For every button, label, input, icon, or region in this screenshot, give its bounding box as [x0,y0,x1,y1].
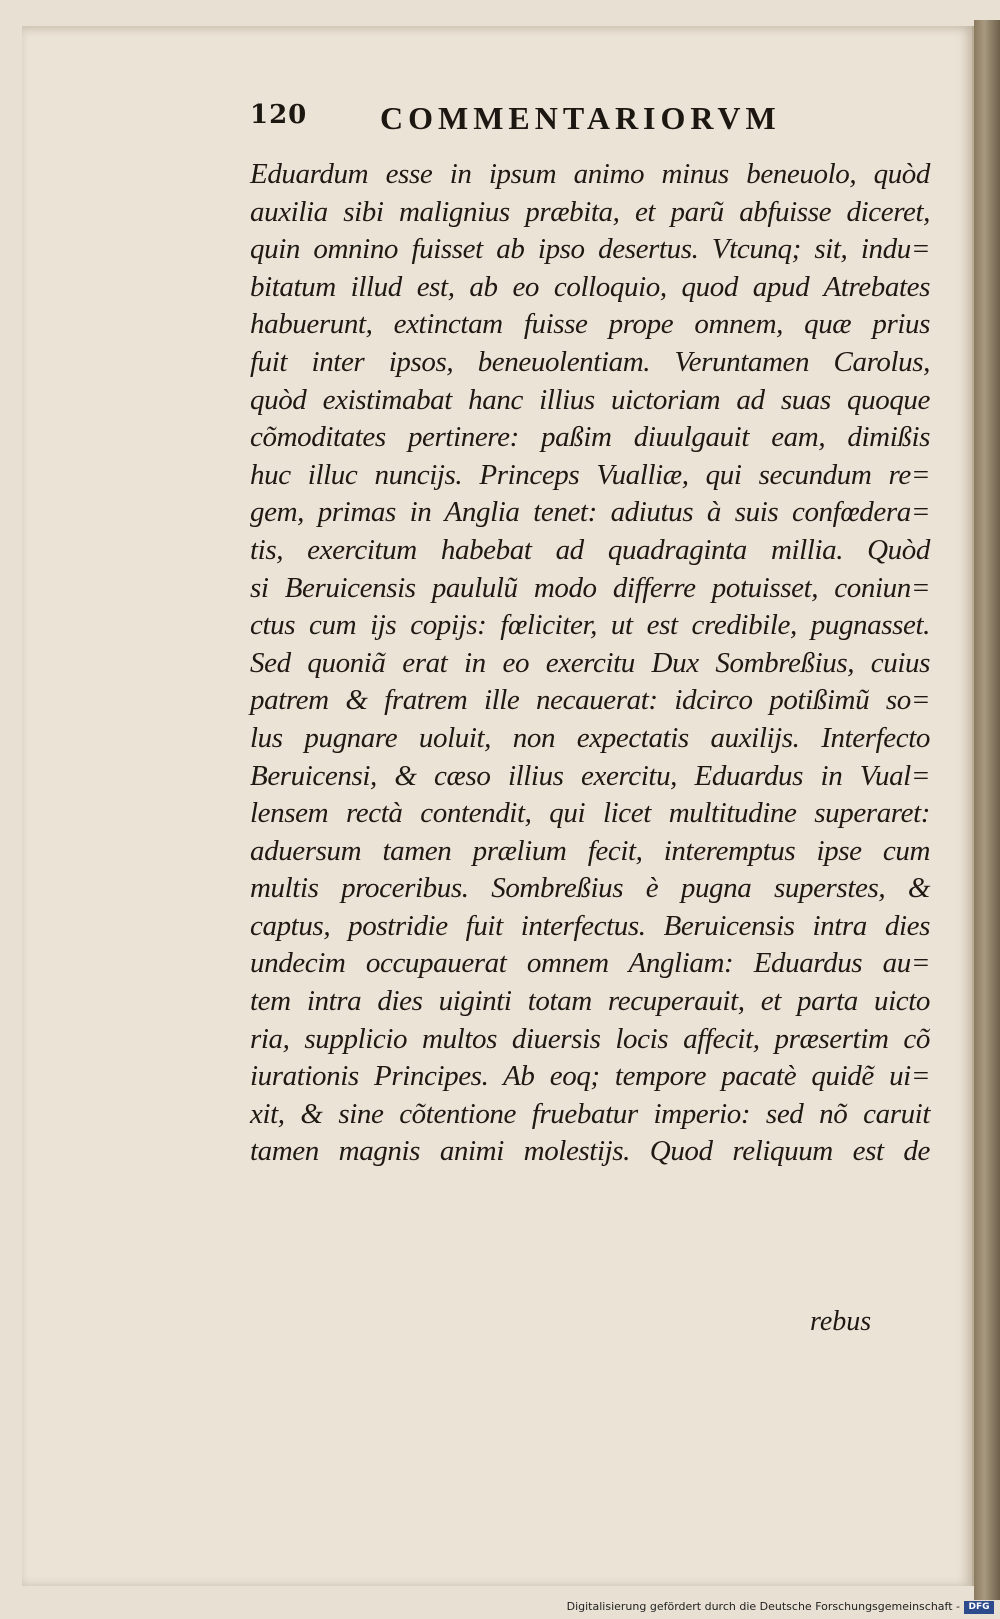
text-line: lensem rectà contendit, qui licet multitudine superaret: [250,797,930,830]
text-line: tamen magnis animi molestijs. Quod reliquum est de [250,1135,930,1168]
digitization-credit: Digitalisierung gefördert durch die Deutsche Forschungsgemeinschaft - [566,1600,960,1613]
text-line: aduersum tamen prælium fecit, interemptus ipse cum [250,834,930,867]
text-line: huc illuc nuncijs. Princeps Vualliæ, qui secundum re= [250,458,930,491]
text-line: si Beruicensis paululũ modo differre potuisset, coniun= [250,571,930,604]
text-line: undecim occupauerat omnem Angliam: Eduardus au= [250,947,930,980]
text-line: xit, & sine cõtentione fruebatur imperio: sed nõ caruit [250,1097,930,1130]
text-line: gem, primas in Anglia tenet: adiutus à suis confœdera= [250,496,930,529]
text-line: iurationis Principes. Ab eoq; tempore pacatè quidẽ ui= [250,1060,930,1093]
page-header [250,100,930,150]
text-line: lus pugnare uoluit, non expectatis auxilijs. Interfecto [250,721,930,754]
text-line: multis proceribus. Sombreßius è pugna superstes, & [250,872,930,905]
text-line: Eduardum esse in ipsum animo minus beneuolo, quòd [250,158,930,190]
book-edge [974,20,1000,1600]
body-text [250,156,930,1171]
text-line: captus, postridie fuit interfectus. Beruicensis intra dies [250,909,930,942]
running-title: COMMENTARIORVM [380,100,781,136]
text-line: ria, supplicio multos diuersis locis affecit, præsertim cõ [250,1022,930,1055]
text-line: bitatum illud est, ab eo colloquio, quod apud Atrebates [250,270,930,303]
text-line: patrem & fratrem ille necauerat: idcirco potißimũ so= [250,684,930,717]
folio-number: 120 [250,100,308,130]
catchword: rebus [810,1306,872,1337]
text-line: quòd existimabat hanc illius uictoriam ad suas quoque [250,383,930,416]
text-line: Beruicensi, & cæso illius exercitu, Eduardus in Vual= [250,759,930,792]
text-line: fuit inter ipsos, beneuolentiam. Veruntamen Carolus, [250,345,930,378]
text-line: ctus cum ijs copijs: fœliciter, ut est credibile, pugnasset. [250,609,930,642]
text-line: habuerunt, extinctam fuisse prope omnem, quæ prius [250,308,930,341]
text-line: tis, exercitum habebat ad quadraginta millia. Quòd [250,533,930,566]
dfg-logo: DFG [964,1601,994,1614]
text-line: quin omnino fuisset ab ipso desertus. Vtcunq; sit, indu= [250,233,930,266]
text-line: Sed quoniã erat in eo exercitu Dux Sombreßius, cuius [250,646,930,679]
text-line: auxilia sibi malignius præbita, et parũ abfuisse diceret, [250,195,930,228]
text-line: tem intra dies uiginti totam recuperauit, et parta uicto [250,985,930,1018]
text-line: cõmoditates pertinere: paßim diuulgauit eam, dimißis [250,421,930,454]
